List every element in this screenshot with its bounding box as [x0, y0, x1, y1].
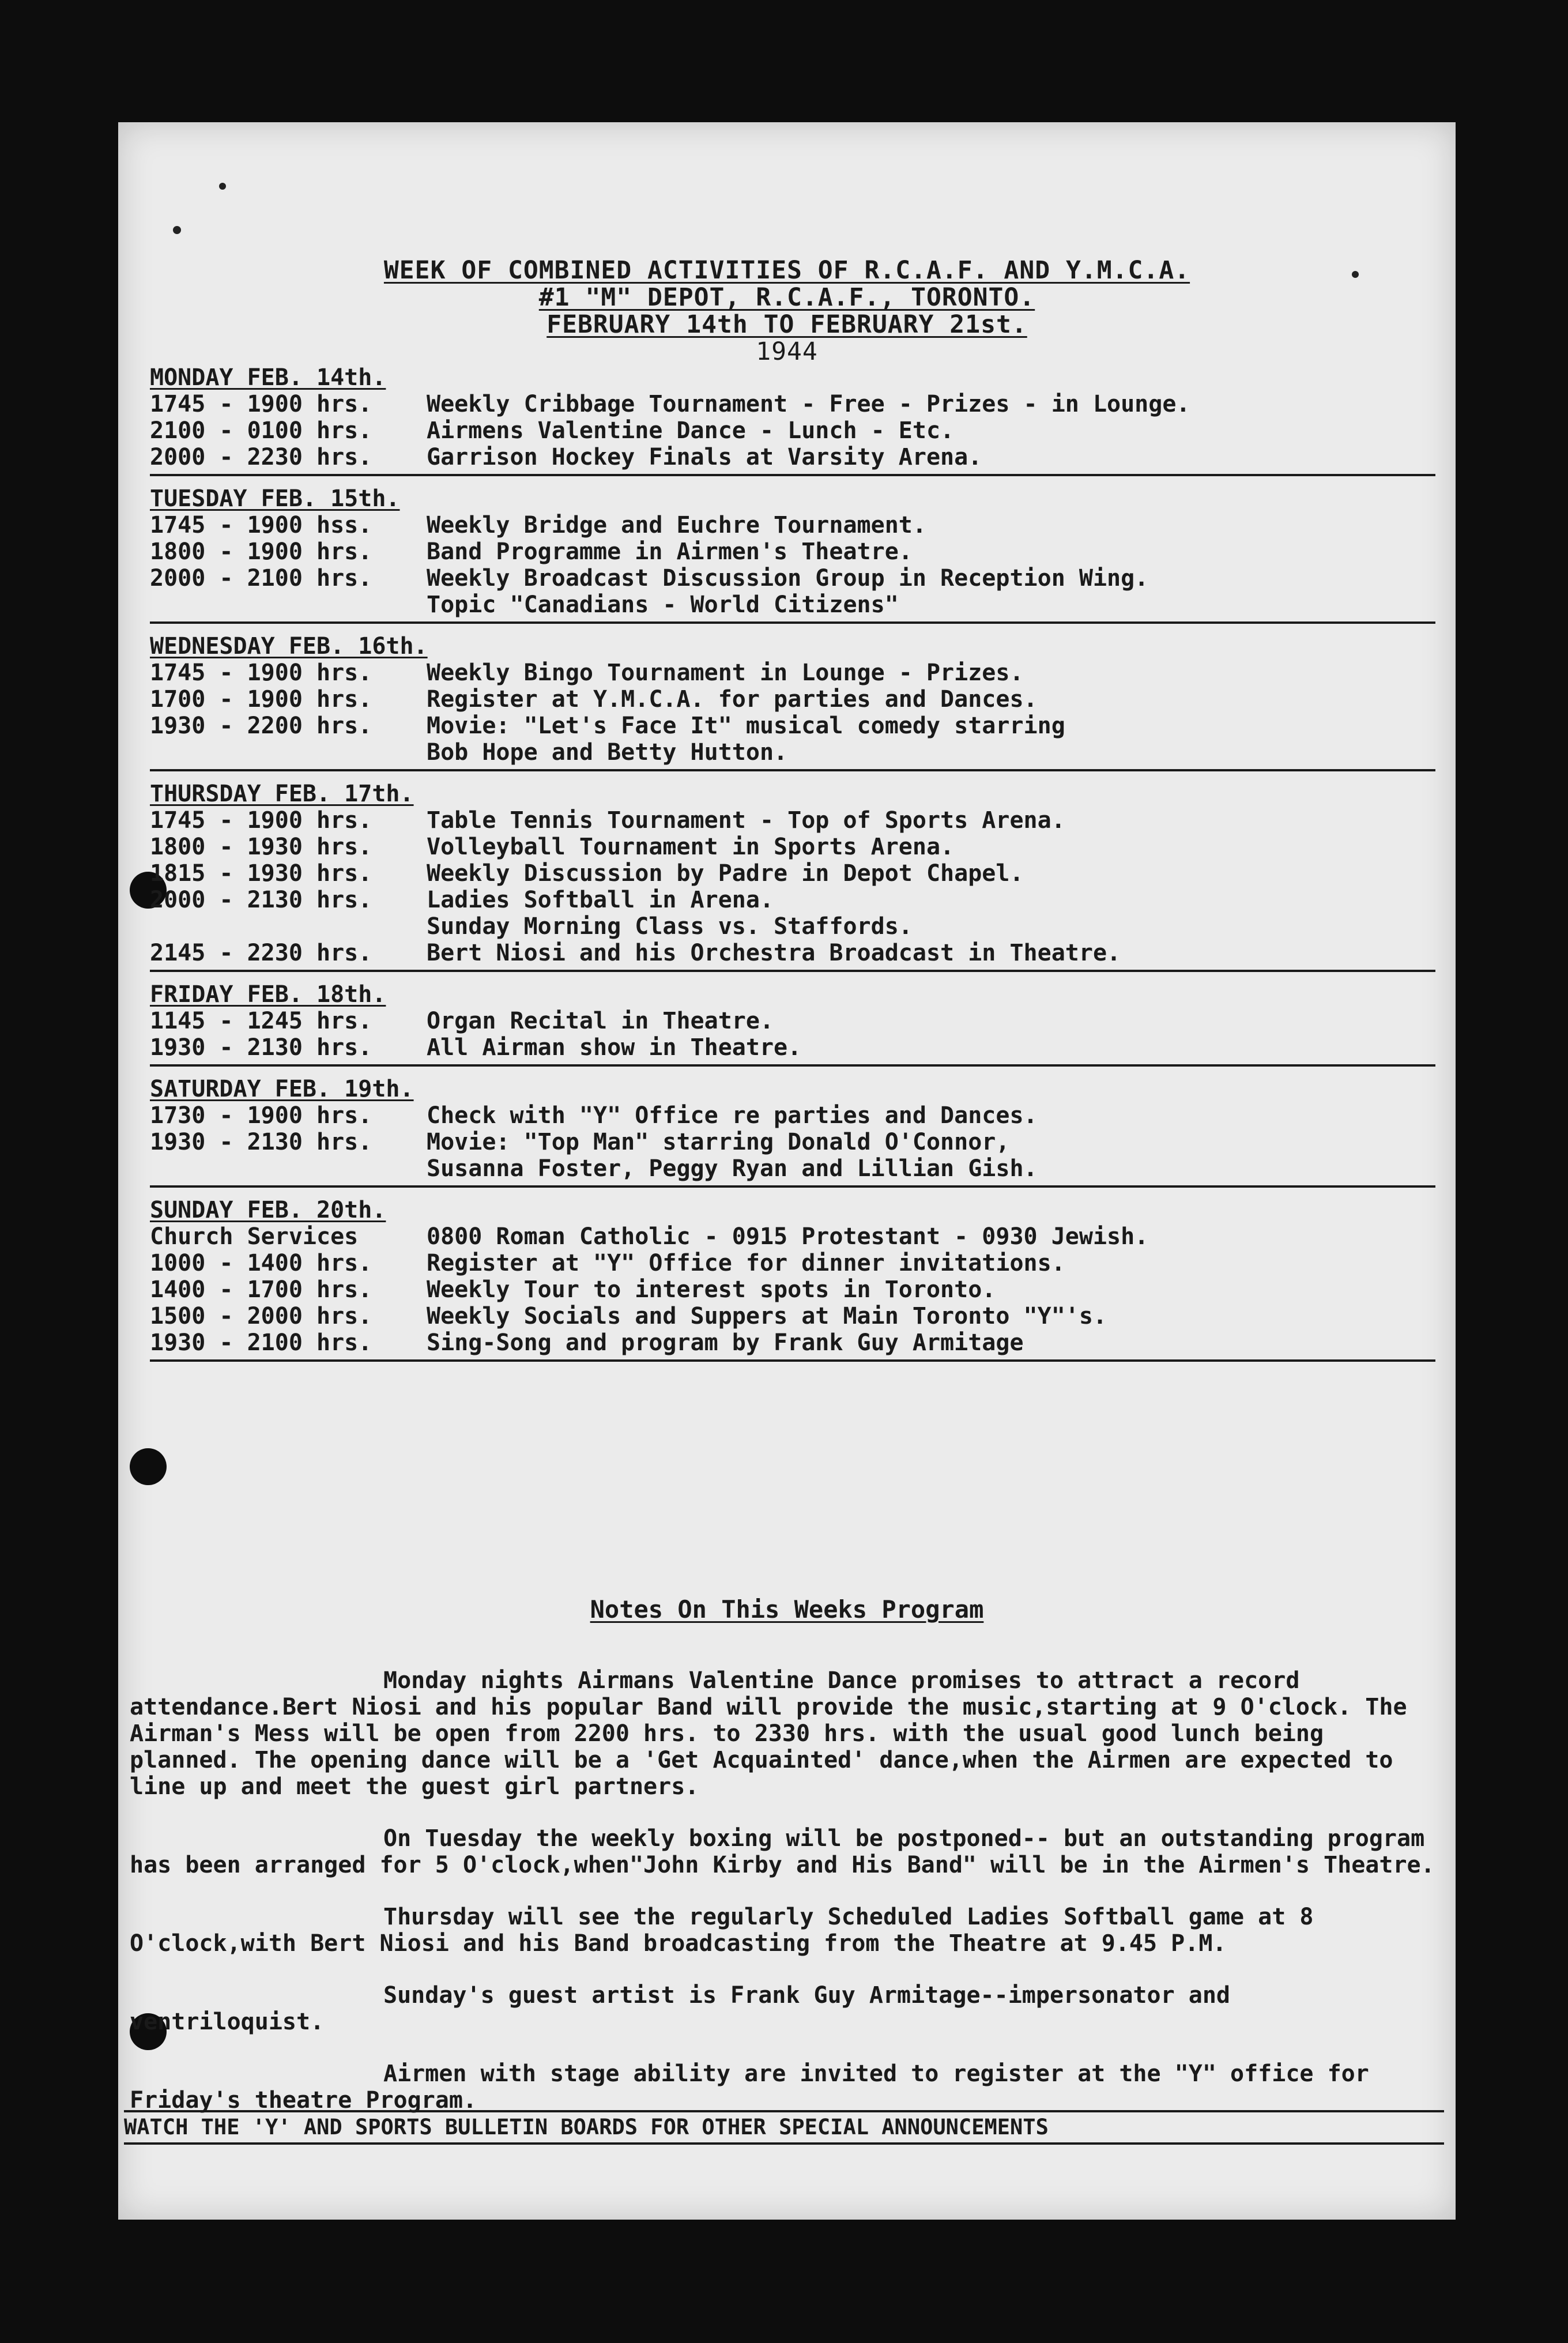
schedule-event: Register at Y.M.C.A. for parties and Dances.	[427, 686, 1038, 713]
schedule-time: 2000 - 2100 hrs.	[150, 565, 372, 592]
schedule-row	[150, 1223, 1435, 1250]
schedule-row	[150, 713, 1435, 739]
schedule-event: Weekly Broadcast Discussion Group in Reception Wing.	[427, 565, 1149, 592]
schedule-event: Register at "Y" Office for dinner invitations.	[427, 1250, 1065, 1276]
footer-announcement: WATCH THE 'Y' AND SPORTS BULLETIN BOARDS FOR OTHER SPECIAL ANNOUNCEMENTS	[124, 2110, 1444, 2145]
schedule-row-continuation	[150, 592, 1435, 618]
schedule-time	[150, 913, 427, 940]
schedule-time	[150, 592, 427, 618]
schedule-event: Sing-Song and program by Frank Guy Armitage	[427, 1329, 1024, 1356]
schedule-row	[150, 1303, 1435, 1329]
notes-paragraph: Monday nights Airmans Valentine Dance promises to attract a record attendance.Bert Niosi and his popular Band will provide the music,starting at 9 O'clock. The Airman's Mess will be open from 2200 hrs. to 2330 hrs. with the usual good lunch being planned. The opening dance will be a 'Get Acquainted' dance,when the Airmen are expected to line up and meet the guest girl partners.	[130, 1667, 1407, 1800]
header-line-3: FEBRUARY 14th TO FEBRUARY 21st.	[546, 310, 1027, 339]
schedule-event: Topic "Canadians - World Citizens"	[427, 592, 899, 618]
day-title: TUESDAY FEB. 15th.	[150, 485, 400, 512]
schedule-time: 2100 - 0100 hrs.	[150, 417, 372, 444]
schedule-event: Weekly Bingo Tournament in Lounge - Prizes.	[427, 660, 1024, 686]
notes-section	[130, 1644, 1438, 2139]
document-page	[118, 122, 1456, 2220]
schedule-time	[150, 1155, 427, 1182]
day-block-saturday	[150, 1076, 1435, 1188]
schedule-time	[150, 739, 427, 766]
schedule-event: Movie: "Top Man" starring Donald O'Connor,	[427, 1129, 1010, 1155]
schedule-row	[150, 417, 1435, 444]
schedule-time: 1930 - 2200 hrs.	[150, 713, 372, 739]
day-block-friday	[150, 981, 1435, 1067]
schedule-event: Table Tennis Tournament - Top of Sports Arena.	[427, 807, 1065, 834]
schedule-row	[150, 1129, 1435, 1155]
schedule-row	[150, 1329, 1435, 1356]
schedule-time: 1700 - 1900 hrs.	[150, 686, 372, 713]
schedule-row-continuation	[150, 739, 1435, 766]
schedule-row	[150, 887, 1435, 913]
schedule-event: Weekly Tour to interest spots in Toronto.	[427, 1276, 996, 1303]
schedule-time: 1145 - 1245 hrs.	[150, 1008, 372, 1034]
schedule-row	[150, 807, 1435, 834]
day-block-sunday	[150, 1197, 1435, 1362]
day-block-monday	[150, 364, 1435, 476]
notes-paragraph: Airmen with stage ability are invited to register at the "Y" office for Friday's theatre Program.	[130, 2061, 1369, 2114]
schedule-event: Weekly Discussion by Padre in Depot Chapel.	[427, 860, 1024, 887]
schedule-row-continuation	[150, 1155, 1435, 1182]
schedule-event: Susanna Foster, Peggy Ryan and Lillian Gish.	[427, 1155, 1038, 1182]
notes-title: Notes On This Weeks Program	[590, 1595, 984, 1623]
schedule-time: 2000 - 2230 hrs.	[150, 444, 372, 470]
schedule-event: Weekly Cribbage Tournament - Free - Prizes - in Lounge.	[427, 391, 1190, 417]
schedule-event: Ladies Softball in Arena.	[427, 887, 774, 913]
day-block-tuesday	[150, 485, 1435, 624]
schedule-row	[150, 1008, 1435, 1034]
schedule-event: Movie: "Let's Face It" musical comedy starring	[427, 713, 1065, 739]
day-title: SUNDAY FEB. 20th.	[150, 1197, 386, 1223]
day-title: THURSDAY FEB. 17th.	[150, 781, 414, 807]
schedule-time: 1815 - 1930 hrs.	[150, 860, 372, 887]
schedule-time: 1745 - 1900 hrs.	[150, 807, 372, 834]
notes-paragraph: Sunday's guest artist is Frank Guy Armitage--impersonator and ventriloquist.	[130, 1982, 1231, 2035]
schedule-row	[150, 1276, 1435, 1303]
schedule-row	[150, 686, 1435, 713]
schedule-row	[150, 940, 1435, 966]
schedule-time: 1800 - 1930 hrs.	[150, 834, 372, 860]
schedule-event: Sunday Morning Class vs. Staffords.	[427, 913, 913, 940]
schedule-time: Church Services	[150, 1223, 359, 1250]
schedule-event: Weekly Bridge and Euchre Tournament.	[427, 512, 926, 538]
schedule-time: 1400 - 1700 hrs.	[150, 1276, 372, 1303]
schedule-time: 1745 - 1900 hss.	[150, 512, 372, 538]
schedule-time: 1745 - 1900 hrs.	[150, 660, 372, 686]
schedule-event: Weekly Socials and Suppers at Main Toronto "Y"'s.	[427, 1303, 1107, 1329]
schedule-row	[150, 391, 1435, 417]
day-title: WEDNESDAY FEB. 16th.	[150, 633, 428, 660]
schedule-time: 1500 - 2000 hrs.	[150, 1303, 372, 1329]
schedule-row	[150, 538, 1435, 565]
schedule-row	[150, 860, 1435, 887]
schedule-event: 0800 Roman Catholic - 0915 Protestant - 0930 Jewish.	[427, 1223, 1149, 1250]
schedule-event: Check with "Y" Office re parties and Dances.	[427, 1102, 1038, 1129]
schedule-row	[150, 834, 1435, 860]
weekly-schedule	[150, 364, 1435, 1371]
schedule-row	[150, 565, 1435, 592]
schedule-row	[150, 660, 1435, 686]
day-block-wednesday	[150, 633, 1435, 771]
schedule-event: Airmens Valentine Dance - Lunch - Etc.	[427, 417, 955, 444]
page-content	[118, 122, 1456, 2220]
schedule-event: Bert Niosi and his Orchestra Broadcast in Theatre.	[427, 940, 1121, 966]
day-title: MONDAY FEB. 14th.	[150, 364, 386, 391]
schedule-event: Organ Recital in Theatre.	[427, 1008, 774, 1034]
notes-paragraph: On Tuesday the weekly boxing will be postponed-- but an outstanding program has been arranged for 5 O'clock,when"John Kirby and His Band" will be in the Airmen's Theatre.	[130, 1825, 1435, 1878]
schedule-row	[150, 1102, 1435, 1129]
schedule-event: All Airman show in Theatre.	[427, 1034, 802, 1061]
schedule-time: 1800 - 1900 hrs.	[150, 538, 372, 565]
header-line-2: #1 "M" DEPOT, R.C.A.F., TORONTO.	[538, 283, 1035, 312]
schedule-time: 2145 - 2230 hrs.	[150, 940, 372, 966]
day-title: FRIDAY FEB. 18th.	[150, 981, 386, 1008]
schedule-time: 1730 - 1900 hrs.	[150, 1102, 372, 1129]
schedule-time: 1000 - 1400 hrs.	[150, 1250, 372, 1276]
schedule-time: 1930 - 2100 hrs.	[150, 1329, 372, 1356]
schedule-time: 1930 - 2130 hrs.	[150, 1129, 372, 1155]
schedule-event: Bob Hope and Betty Hutton.	[427, 739, 788, 766]
schedule-row	[150, 444, 1435, 470]
schedule-row	[150, 1034, 1435, 1061]
schedule-time: 1745 - 1900 hrs.	[150, 391, 372, 417]
header-line-1: WEEK OF COMBINED ACTIVITIES OF R.C.A.F. AND Y.M.C.A.	[383, 256, 1190, 285]
notes-paragraph: Thursday will see the regularly Scheduled Ladies Softball game at 8 O'clock,with Bert Niosi and his Band broadcasting from the Theatre at 9.45 P.M.	[130, 1904, 1314, 1957]
schedule-time: 2000 - 2130 hrs.	[150, 887, 372, 913]
day-title: SATURDAY FEB. 19th.	[150, 1076, 414, 1102]
day-block-thursday	[150, 781, 1435, 972]
schedule-row-continuation	[150, 913, 1435, 940]
schedule-event: Garrison Hockey Finals at Varsity Arena.	[427, 444, 982, 470]
punch-hole-middle	[130, 1448, 167, 1485]
schedule-event: Volleyball Tournament in Sports Arena.	[427, 834, 955, 860]
paper-speck	[219, 183, 226, 190]
schedule-event: Band Programme in Airmen's Theatre.	[427, 538, 913, 565]
schedule-time: 1930 - 2130 hrs.	[150, 1034, 372, 1061]
document-header	[118, 258, 1456, 366]
schedule-row	[150, 512, 1435, 538]
schedule-row	[150, 1250, 1435, 1276]
header-year: 1944	[756, 337, 818, 366]
paper-speck	[173, 226, 181, 234]
